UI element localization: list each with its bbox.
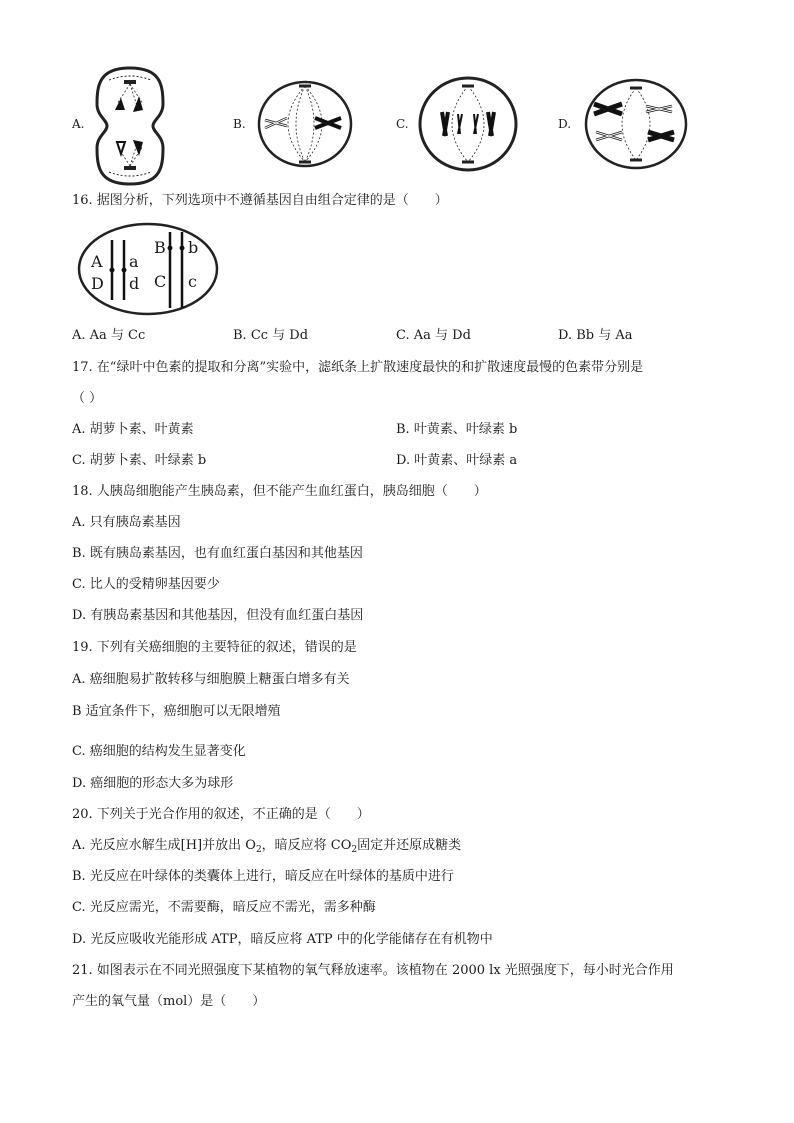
- gene-label-b: b: [188, 238, 199, 257]
- cell-diagram-a: [95, 66, 165, 186]
- gene-label-D: D: [91, 274, 104, 293]
- question-20-option-c: C. 光反应需光，不需要酶，暗反应不需光，需多种酶: [72, 900, 376, 915]
- question-16-stem: 16. 据图分析，下列选项中不遵循基因自由组合定律的是（ ）: [72, 193, 448, 208]
- option-label-b: B.: [233, 117, 246, 131]
- question-17-option-a: A. 胡萝卜素、叶黄素: [72, 422, 194, 437]
- gene-label-d: d: [129, 274, 140, 293]
- option-label-d: D.: [558, 117, 572, 131]
- question-18-option-c: C. 比人的受精卵基因要少: [72, 577, 220, 592]
- question-17-option-b: B. 叶黄素、叶绿素 b: [396, 422, 518, 437]
- question-20-option-a: A. 光反应水解生成[H]并放出 $O_2$，暗反应将 $CO_2$固定并还原成糖类: [72, 838, 462, 855]
- question-21-stem-cont: 产生的氧气量（mol）是（ ）: [72, 994, 266, 1009]
- cell-diagram-d: [584, 78, 688, 170]
- question-21-stem: 21. 如图表示在不同光照强度下某植物的氧气释放速率。该植物在 2000 lx 光照强度下，每小时光合作用: [72, 963, 674, 978]
- question-17-stem-cont: （ ）: [72, 391, 103, 406]
- question-20-option-d: D. 光反应吸收光能形成 ATP，暗反应将 ATP 中的化学能储存在有机物中: [72, 932, 493, 947]
- gene-label-A: A: [91, 252, 103, 271]
- question-18-option-a: A. 只有胰岛素基因: [72, 515, 181, 530]
- gene-diagram: [77, 222, 219, 316]
- question-18-option-d: D. 有胰岛素基因和其他基因，但没有血红蛋白基因: [72, 608, 364, 623]
- question-19-option-c: C. 癌细胞的结构发生显著变化: [72, 744, 246, 759]
- gene-label-c: c: [188, 272, 197, 291]
- question-18-option-b: B. 既有胰岛素基因，也有血红蛋白基因和其他基因: [72, 546, 363, 561]
- gene-label-C: C: [154, 272, 167, 291]
- question-19-option-b: B 适宜条件下，癌细胞可以无限增殖: [72, 704, 281, 719]
- question-20-option-b: B. 光反应在叶绿体的类囊体上进行，暗反应在叶绿体的基质中进行: [72, 869, 454, 884]
- question-16-option-c: C. Aa 与 Dd: [396, 328, 471, 343]
- question-17-stem: 17. 在“绿叶中色素的提取和分离”实验中，滤纸条上扩散速度最快的和扩散速度最慢的色素带分别是: [72, 360, 644, 375]
- question-19-option-a: A. 癌细胞易扩散转移与细胞膜上糖蛋白增多有关: [72, 672, 350, 687]
- question-16-option-d: D. Bb 与 Aa: [558, 328, 633, 343]
- gene-label-B: B: [154, 238, 166, 257]
- question-19-option-d: D. 癌细胞的形态大多为球形: [72, 776, 234, 791]
- gene-label-a: a: [129, 252, 139, 271]
- cell-diagram-b: [257, 80, 353, 168]
- question-18-stem: 18. 人胰岛细胞能产生胰岛素，但不能产生血红蛋白，胰岛细胞（ ）: [72, 484, 487, 499]
- cell-diagram-c: [418, 76, 518, 172]
- question-17-option-d: D. 叶黄素、叶绿素 a: [396, 453, 518, 468]
- question-20-stem: 20. 下列关于光合作用的叙述，不正确的是（ ）: [72, 807, 370, 822]
- option-label-c: C.: [396, 117, 409, 131]
- question-17-option-c: C. 胡萝卜素、叶绿素 b: [72, 453, 207, 468]
- question-16-option-a: A. Aa 与 Cc: [72, 328, 146, 343]
- question-16-option-b: B. Cc 与 Dd: [233, 328, 309, 343]
- question-19-stem: 19. 下列有关癌细胞的主要特征的叙述，错误的是: [72, 640, 357, 655]
- option-label-a: A.: [72, 117, 85, 131]
